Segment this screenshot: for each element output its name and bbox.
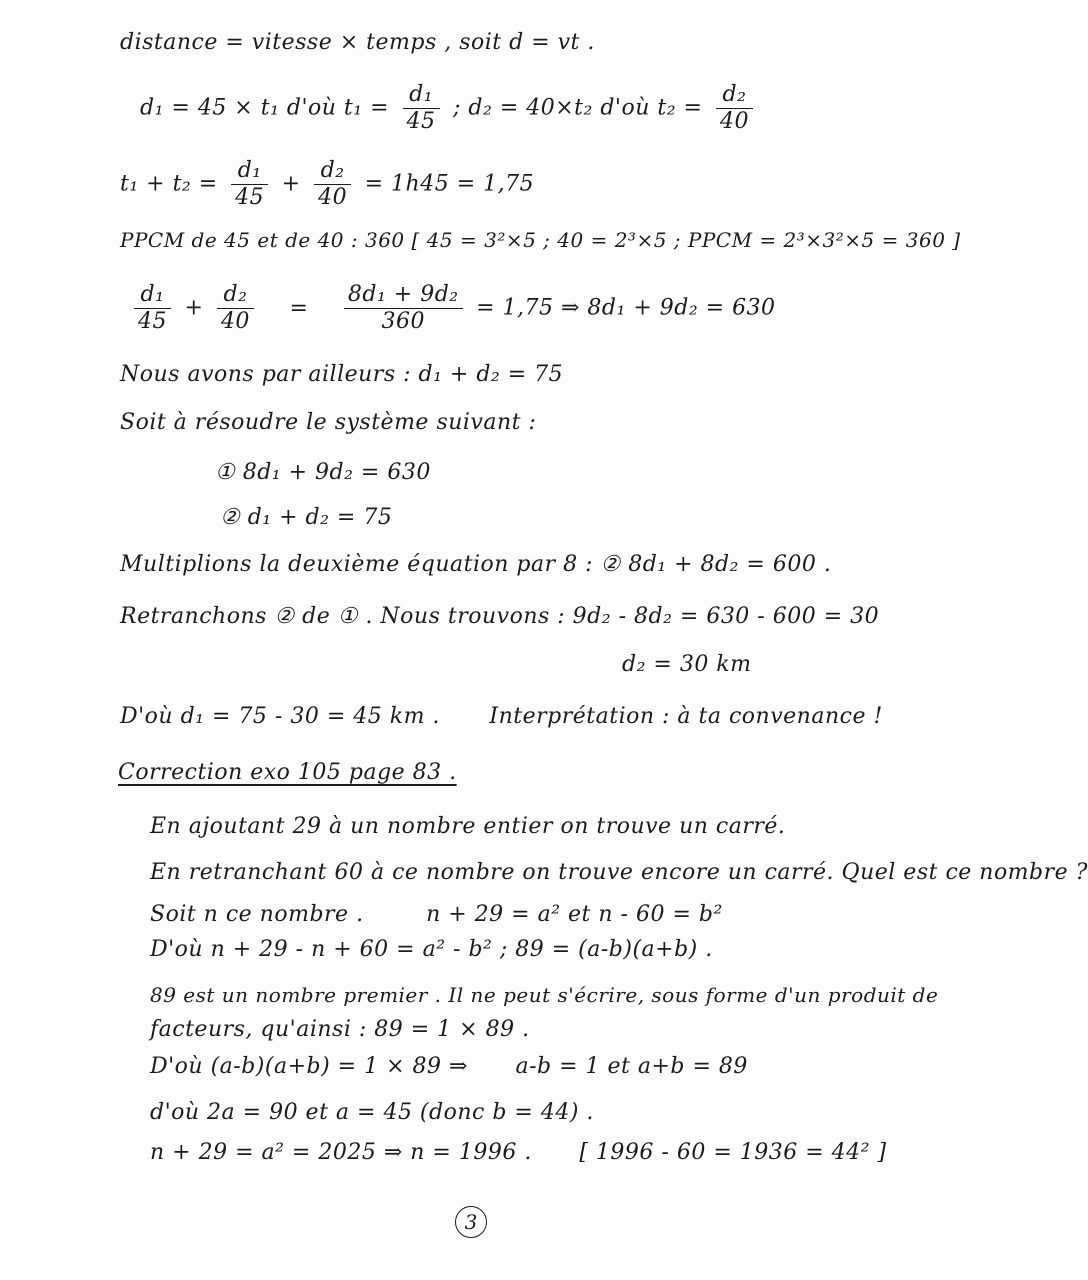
fraction-d2-40 (716, 82, 753, 135)
fraction-d1-45 (231, 158, 268, 211)
line-d2-result: d₂ = 30 km (622, 652, 752, 677)
t-sum: t₁ + t₂ = (120, 171, 218, 197)
ab-product: D'où (a-b)(a+b) = 1 × 89 ⇒ (150, 1054, 468, 1079)
fraction-numerator: d₁ (231, 158, 268, 185)
fraction-numerator: d₂ (314, 158, 351, 185)
line-let-n (150, 900, 723, 930)
line-ppcm: PPCM de 45 et de 40 : 360 [ 45 = 3²×5 ; 40 = 2³×5 ; PPCM = 2³×3²×5 = 360 ] (120, 228, 961, 252)
equation-result: = 1,75 ⇒ 8d₁ + 9d₂ = 630 (476, 295, 776, 321)
line-distance-formula: distance = vitesse × temps , soit d = vt . (120, 30, 595, 55)
line-system-ab (150, 1052, 748, 1082)
n-equations: n + 29 = a² et n - 60 = b² (426, 902, 723, 927)
fraction-denominator: 45 (235, 185, 265, 210)
plus-sign: + (281, 171, 301, 197)
problem-statement-1: En ajoutant 29 à un nombre entier on trouve un carré. (150, 814, 786, 839)
page-number: 3 (455, 1206, 487, 1238)
fraction-combined (344, 282, 463, 335)
line-prime-statement: 89 est un nombre premier . Il ne peut s'écrire, sous forme d'un produit de (150, 983, 939, 1007)
line-equation-1: ① 8d₁ + 9d₂ = 630 (215, 460, 431, 485)
interpretation-note: Interprétation : à ta convenance ! (489, 704, 883, 729)
d1-result: D'où d₁ = 75 - 30 = 45 km . (120, 704, 440, 729)
fraction-d1-45 (134, 282, 171, 335)
t2-expression: ; d₂ = 40×t₂ d'où t₂ = (453, 95, 703, 121)
fraction-denominator: 40 (220, 309, 250, 334)
line-difference-of-squares: D'où n + 29 - n + 60 = a² - b² ; 89 = (a-b)(a+b) . (150, 937, 713, 962)
line-n-value (150, 1138, 887, 1168)
fraction-numerator: d₂ (217, 282, 254, 309)
line-system-intro: Soit à résoudre le système suivant : (120, 410, 537, 435)
plus-sign: + (184, 295, 204, 321)
n-result: n + 29 = a² = 2025 ⇒ n = 1996 . (150, 1140, 532, 1165)
fraction-d2-40 (314, 158, 351, 211)
equals-sign: = (289, 295, 309, 321)
line-sum-distances: Nous avons par ailleurs : d₁ + d₂ = 75 (120, 362, 564, 387)
line-total-time (120, 158, 534, 211)
t1-expression: d₁ = 45 × t₁ d'où t₁ = (140, 95, 390, 121)
line-subtract: Retranchons ② de ① . Nous trouvons : 9d₂ - 8d₂ = 630 - 600 = 30 (120, 604, 880, 629)
fraction-numerator: d₁ (403, 82, 440, 109)
line-multiply: Multiplions la deuxième équation par 8 : ② 8d₁ + 8d₂ = 600 . (120, 552, 832, 577)
ab-system: a-b = 1 et a+b = 89 (515, 1054, 748, 1079)
line-common-denominator (128, 282, 776, 335)
line-d1-result (120, 702, 883, 732)
line-a-value: d'où 2a = 90 et a = 45 (donc b = 44) . (150, 1100, 594, 1125)
line-factorisation: facteurs, qu'ainsi : 89 = 1 × 89 . (150, 1017, 530, 1042)
fraction-numerator: d₂ (716, 82, 753, 109)
correction-heading: Correction exo 105 page 83 . (118, 760, 457, 785)
line-times-definition (140, 82, 759, 135)
fraction-denominator: 45 (406, 109, 436, 134)
fraction-d2-40 (217, 282, 254, 335)
fraction-numerator: 8d₁ + 9d₂ (344, 282, 463, 309)
fraction-d1-45 (403, 82, 440, 135)
line-equation-2: ② d₁ + d₂ = 75 (220, 505, 393, 530)
problem-statement-2: En retranchant 60 à ce nombre on trouve encore un carré. Quel est ce nombre ? (150, 860, 1088, 885)
verification: [ 1996 - 60 = 1936 = 44² ] (579, 1140, 887, 1165)
fraction-numerator: d₁ (134, 282, 171, 309)
fraction-denominator: 40 (318, 185, 348, 210)
fraction-denominator: 40 (719, 109, 749, 134)
fraction-denominator: 45 (138, 309, 167, 334)
let-n-text: Soit n ce nombre . (150, 902, 364, 927)
total-time-value: = 1h45 = 1,75 (364, 171, 535, 197)
fraction-denominator: 360 (381, 309, 425, 334)
